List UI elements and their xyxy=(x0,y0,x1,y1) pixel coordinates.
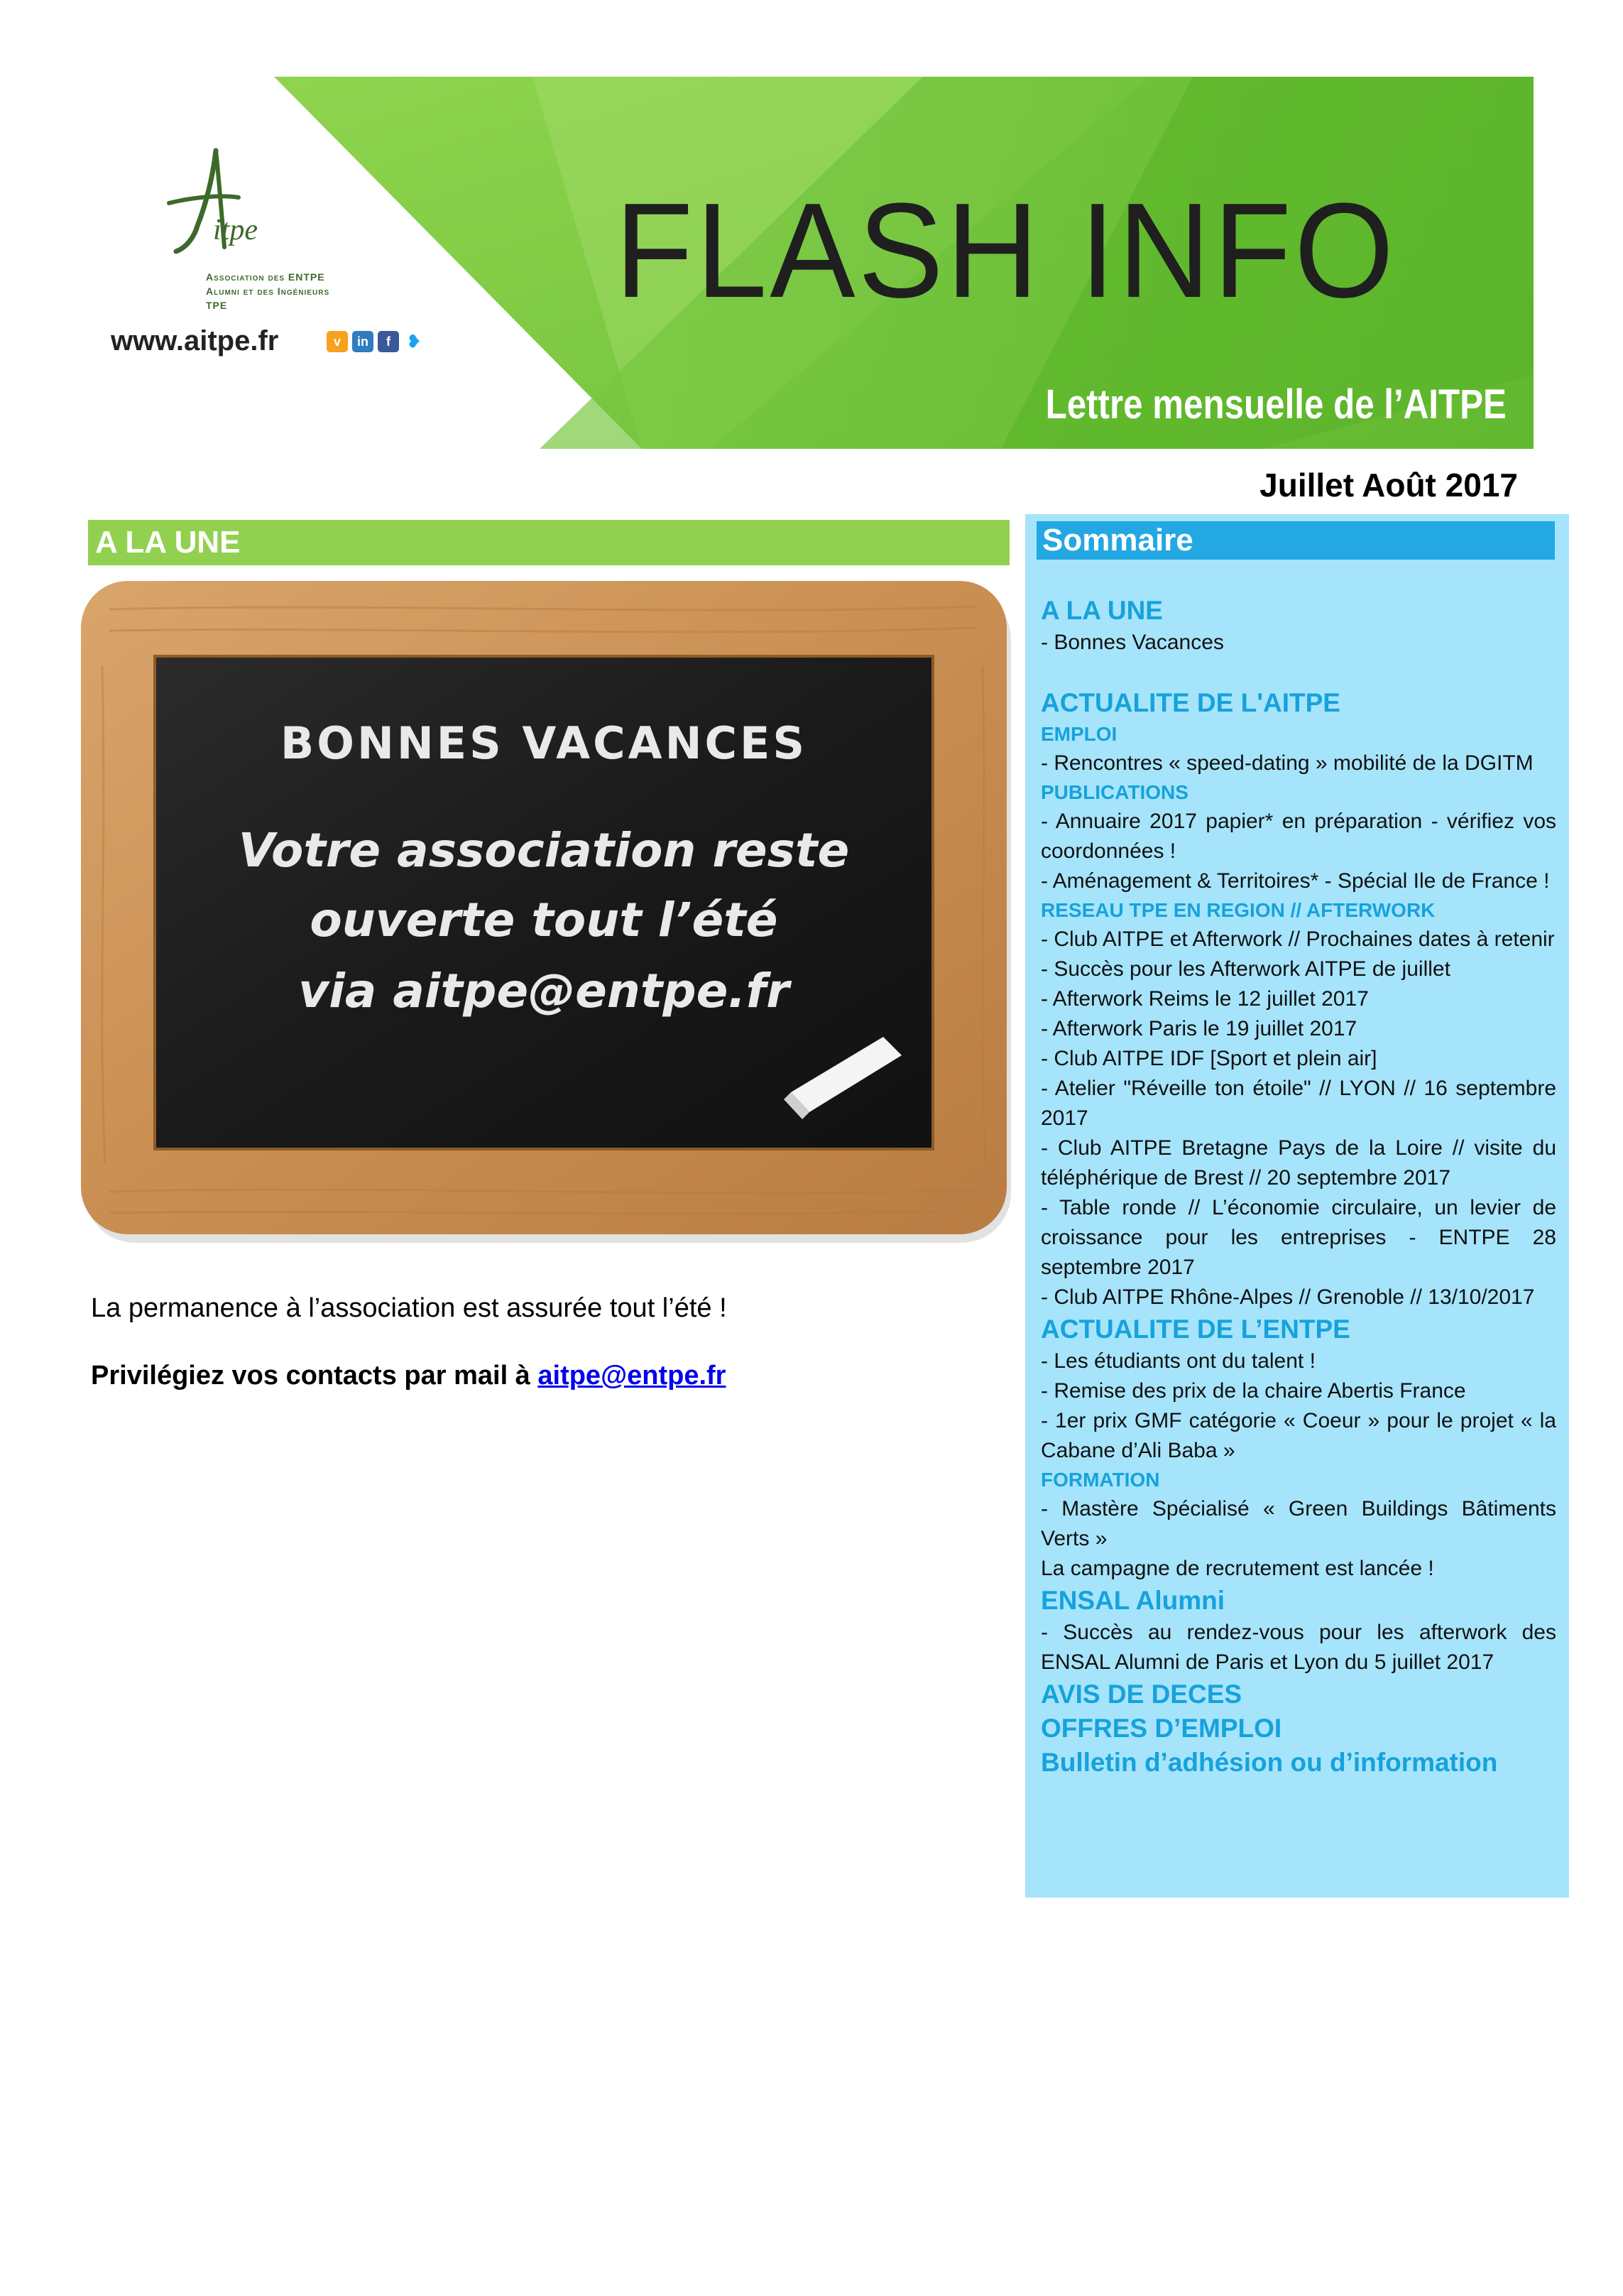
toc-section-link[interactable]: OFFRES D’EMPLOI xyxy=(1041,1714,1282,1743)
logo-tagline: Association des ENTPE Alumni et des Ingénieurs TPE xyxy=(206,271,330,311)
logo-wordmark: itpe xyxy=(213,214,258,246)
toc-subsection-label: FORMATION xyxy=(1041,1469,1160,1491)
toc-item-link[interactable]: - Annuaire 2017 papier* en préparation - vérifiez vos coordonnées ! xyxy=(1041,810,1556,863)
toc-section-link[interactable]: A LA UNE xyxy=(1041,596,1163,625)
toc-item-link[interactable]: - Rencontres « speed-dating » mobilité de la DGITM xyxy=(1041,751,1534,775)
chalk-line-2: Votre association reste xyxy=(238,823,850,878)
toc-item-link[interactable]: - Mastère Spécialisé « Green Buildings Bâtiments Verts » xyxy=(1041,1497,1556,1550)
toc-item-link[interactable]: - Club AITPE et Afterwork // Prochaines dates à retenir xyxy=(1041,927,1555,951)
aitpe-logo[interactable] xyxy=(163,148,461,254)
contact-prefix: Privilégiez vos contacts par mail à xyxy=(91,1361,538,1391)
toc-item-link[interactable]: - Succès pour les Afterwork AITPE de juillet xyxy=(1041,957,1450,981)
toc-item-link[interactable]: - Club AITPE Bretagne Pays de la Loire // visite du téléphérique de Brest // 20 septembre 2017 xyxy=(1041,1136,1556,1190)
contact-line xyxy=(91,1361,726,1391)
toc-section-link[interactable]: AVIS DE DECES xyxy=(1041,1680,1242,1709)
toc-item-link[interactable]: La campagne de recrutement est lancée ! xyxy=(1041,1557,1434,1580)
twitter-icon[interactable]: ❥ xyxy=(403,331,425,352)
toc-item-link[interactable]: - Atelier "Réveille ton étoile" // LYON // 16 septembre 2017 xyxy=(1041,1077,1556,1130)
toc-section-link[interactable]: ACTUALITE DE L'AITPE xyxy=(1041,688,1340,717)
toc-section-link[interactable]: ACTUALITE DE L’ENTPE xyxy=(1041,1315,1350,1344)
permanence-text: La permanence à l’association est assurée tout l’été ! xyxy=(91,1293,727,1323)
toc-subsection-label: PUBLICATIONS xyxy=(1041,781,1188,803)
toc-item-link[interactable]: - Bonnes Vacances xyxy=(1041,631,1224,654)
toc-subsection-label: EMPLOI xyxy=(1041,723,1117,745)
toc-item-link[interactable]: - Remise des prix de la chaire Abertis France xyxy=(1041,1379,1466,1403)
contact-email-link[interactable]: aitpe@entpe.fr xyxy=(537,1361,726,1391)
chalk-line-1: BONNES VACANCES xyxy=(280,717,807,769)
sommaire-panel xyxy=(1025,514,1569,1898)
table-of-contents xyxy=(1041,594,1556,1780)
chalk-text xyxy=(239,717,850,1018)
toc-item-link[interactable]: - Aménagement & Territoires* - Spécial Ile de France ! xyxy=(1041,869,1550,893)
website-link[interactable]: www.aitpe.fr xyxy=(111,325,279,357)
toc-section-link[interactable]: Bulletin d’adhésion ou d’information xyxy=(1041,1748,1498,1777)
toc-item-link[interactable]: - Table ronde // L’économie circulaire, un levier de croissance pour les entreprises - ENTPE 28 septembre 2017 xyxy=(1041,1196,1556,1279)
header-banner xyxy=(85,77,1534,449)
facebook-icon[interactable]: f xyxy=(378,331,399,352)
toc-subsection-label: RESEAU TPE EN REGION // AFTERWORK xyxy=(1041,899,1436,921)
toc-spacer xyxy=(1041,658,1556,686)
toc-item-link[interactable]: - Club AITPE IDF [Sport et plein air] xyxy=(1041,1047,1377,1070)
toc-item-link[interactable]: - 1er prix GMF catégorie « Coeur » pour le projet « la Cabane d’Ali Baba » xyxy=(1041,1409,1556,1462)
sommaire-title: Sommaire xyxy=(1037,521,1555,560)
chalk-line-3: ouverte tout l’été xyxy=(310,893,778,947)
social-icons xyxy=(327,331,425,352)
toc-item-link[interactable]: - Afterwork Reims le 12 juillet 2017 xyxy=(1041,987,1369,1011)
toc-item-link[interactable]: - Les étudiants ont du talent ! xyxy=(1041,1349,1316,1373)
issue-date: Juillet Août 2017 xyxy=(1259,467,1518,504)
chalk-line-4: via aitpe@entpe.fr xyxy=(298,964,789,1018)
section-header-a-la-une: A LA UNE xyxy=(88,520,1010,565)
toc-item-link[interactable]: - Club AITPE Rhône-Alpes // Grenoble // 13/10/2017 xyxy=(1041,1285,1535,1309)
toc-item-link[interactable]: - Succès au rendez-vous pour les afterwork des ENSAL Alumni de Paris et Lyon du 5 juillet 2017 xyxy=(1041,1621,1556,1674)
newsletter-subtitle: Lettre mensuelle de l’AITPE xyxy=(1045,381,1507,428)
toc-item-link[interactable]: - Afterwork Paris le 19 juillet 2017 xyxy=(1041,1017,1357,1040)
chalkboard-image xyxy=(81,581,1015,1248)
linkedin-icon[interactable]: in xyxy=(352,331,373,352)
toc-section-link[interactable]: ENSAL Alumni xyxy=(1041,1586,1225,1615)
viadeo-icon[interactable]: v xyxy=(327,331,348,352)
newsletter-title: FLASH INFO xyxy=(615,175,1397,326)
